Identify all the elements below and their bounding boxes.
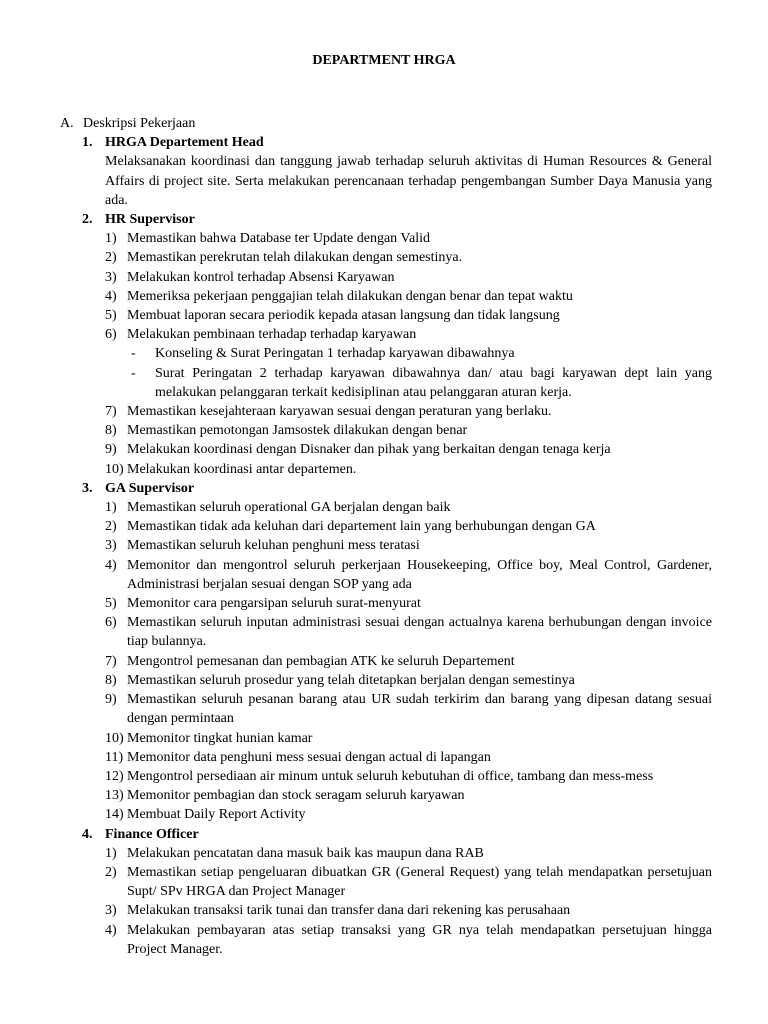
- list-item-number: 4): [105, 922, 117, 938]
- list-item-text: Memonitor cara pengarsipan seluruh surat-menyurat: [127, 596, 421, 612]
- section-heading: [0, 114, 768, 133]
- role-block: [0, 825, 768, 959]
- list-item-text: Memonitor dan mengontrol seluruh perkerjaan Housekeeping, Office boy, Meal Control, Gardener, Administrasi berjalan sesuai dengan SOP yang ada: [127, 557, 712, 592]
- list-item-number: 13): [105, 788, 124, 804]
- list-item: [0, 786, 768, 805]
- list-item-text: Memastikan setiap pengeluaran dibuatkan GR (General Request) yang telah mendapatkan persetujuan Supt/ SPv HRGA dan Project Manager: [127, 864, 712, 900]
- list-item: [0, 652, 768, 671]
- list-item: [0, 690, 768, 728]
- list-item: [0, 498, 768, 517]
- list-item: [0, 517, 768, 536]
- role-description: Melaksanakan koordinasi dan tanggung jawab terhadap seluruh aktivitas di Human Resources & General Affairs di project site. Serta melakukan perencanaan terhadap pengembangan Sumber Daya Manusia yang ada.: [105, 154, 712, 208]
- list-item-text: Memonitor data penghuni mess sesuai dengan actual di lapangan: [127, 749, 491, 765]
- sub-list-item: [0, 364, 768, 402]
- list-item: [0, 671, 768, 690]
- list-item: [0, 421, 768, 440]
- role-title: GA Supervisor: [105, 480, 195, 496]
- list-item-number: 8): [105, 423, 117, 439]
- list-item-number: 1): [105, 231, 117, 247]
- list-item: [0, 748, 768, 767]
- role-number: 2.: [82, 212, 93, 228]
- list-item-number: 12): [105, 768, 124, 784]
- list-item-text: Memastikan seluruh pesanan barang atau UR sudah terkirim dan barang yang dipesan datang sesuai dengan permintaan: [127, 692, 712, 727]
- list-item-text: Mengontrol persediaan air minum untuk seluruh kebutuhan di office, tambang dan mess-mess: [127, 768, 654, 784]
- list-item-text: Memonitor pembagian dan stock seragam seluruh karyawan: [127, 788, 465, 804]
- list-item: [0, 594, 768, 613]
- list-item: [0, 440, 768, 459]
- list-item-text: Memastikan seluruh keluhan penghuni mess teratasi: [127, 538, 420, 554]
- list-item-text: Memastikan perekrutan telah dilakukan dengan semestinya.: [127, 250, 463, 266]
- list-item-number: 8): [105, 672, 117, 688]
- list-item-number: 4): [105, 557, 117, 573]
- list-item-number: 7): [105, 653, 117, 669]
- list-item-number: 5): [105, 596, 117, 612]
- list-item-text: Memastikan tidak ada keluhan dari departement lain yang berhubungan dengan GA: [127, 519, 596, 535]
- list-item-number: 14): [105, 807, 124, 823]
- role-number: 4.: [82, 826, 93, 842]
- list-item-text: Melakukan pembinaan terhadap terhadap karyawan: [127, 327, 417, 343]
- list-item: [0, 556, 768, 594]
- list-item-text: Memastikan seluruh operational GA berjalan dengan baik: [127, 500, 451, 516]
- role-number: 1.: [82, 135, 93, 151]
- list-item-number: 7): [105, 404, 117, 420]
- list-item-number: 3): [105, 269, 117, 285]
- role-number: 3.: [82, 480, 93, 496]
- list-item-text: Melakukan koordinasi antar departemen.: [127, 461, 357, 477]
- role-block: [0, 479, 768, 825]
- list-item-text: Memastikan bahwa Database ter Update dengan Valid: [127, 231, 430, 247]
- list-item-text: Melakukan kontrol terhadap Absensi Karyawan: [127, 269, 395, 285]
- list-item-number: 6): [105, 327, 117, 343]
- list-item-text: Memastikan kesejahteraan karyawan sesuai dengan peraturan yang berlaku.: [127, 404, 552, 420]
- list-item: [0, 287, 768, 306]
- role-heading: [0, 479, 768, 498]
- list-item-text: Membuat Daily Report Activity: [127, 807, 306, 823]
- list-item: [0, 306, 768, 325]
- list-item-number: 2): [105, 519, 117, 535]
- list-item: [0, 613, 768, 651]
- list-item: [0, 325, 768, 344]
- list-item-text: Melakukan transaksi tarik tunai dan transfer dana dari rekening kas perusahaan: [127, 903, 571, 919]
- role-block: [0, 133, 768, 210]
- role-title: HR Supervisor: [105, 212, 195, 228]
- role-title: Finance Officer: [105, 826, 199, 842]
- list-item-number: 9): [105, 692, 117, 708]
- list-item-number: 2): [105, 250, 117, 266]
- list-item: [0, 248, 768, 267]
- list-item-number: 6): [105, 615, 117, 631]
- sub-list-text: Surat Peringatan 2 terhadap karyawan dibawahnya dan/ atau bagi karyawan dept lain yang melakukan pelanggaran terkait kedisiplinan atau pelanggaran aturan kerja.: [155, 365, 712, 400]
- list-item-number: 3): [105, 538, 117, 554]
- list-item-number: 4): [105, 288, 117, 304]
- section-label: Deskripsi Pekerjaan: [83, 116, 196, 131]
- sub-list-dash: -: [131, 346, 136, 362]
- sub-list-item: [0, 344, 768, 363]
- list-item-number: 2): [105, 864, 117, 880]
- document-title: DEPARTMENT HRGA: [312, 53, 456, 68]
- list-item: [0, 767, 768, 786]
- list-item-text: Membuat laporan secara periodik kepada atasan langsung dan tidak langsung: [127, 308, 560, 324]
- list-item-text: Melakukan pencatatan dana masuk baik kas maupun dana RAB: [127, 845, 484, 861]
- role-title: HRGA Departement Head: [105, 135, 264, 151]
- role-heading: [0, 210, 768, 229]
- list-item: [0, 921, 768, 959]
- list-item: [0, 402, 768, 421]
- list-item-number: 10): [105, 730, 124, 746]
- role-block: [0, 210, 768, 479]
- list-item-number: 1): [105, 845, 117, 861]
- list-item-number: 9): [105, 442, 117, 458]
- list-item-number: 1): [105, 500, 117, 516]
- list-item-text: Memonitor tingkat hunian kamar: [127, 730, 313, 746]
- list-item-number: 10): [105, 461, 124, 477]
- list-item-text: Melakukan koordinasi dengan Disnaker dan pihak yang berkaitan dengan tenaga kerja: [127, 442, 611, 458]
- sub-list-dash: -: [131, 365, 136, 381]
- list-item: [0, 268, 768, 287]
- list-item-text: Memastikan seluruh prosedur yang telah ditetapkan berjalan dengan semestinya: [127, 672, 575, 688]
- roles-list: [0, 133, 768, 959]
- list-item-text: Mengontrol pemesanan dan pembagian ATK ke seluruh Departement: [127, 653, 515, 669]
- list-item: [0, 460, 768, 479]
- list-item: [0, 844, 768, 863]
- list-item: [0, 729, 768, 748]
- list-item-number: 5): [105, 308, 117, 324]
- list-item-text: Melakukan pembayaran atas setiap transaksi yang GR nya telah mendapatkan persetujuan hingga Project Manager.: [127, 922, 712, 957]
- sub-list-text: Konseling & Surat Peringatan 1 terhadap karyawan dibawahnya: [155, 346, 515, 362]
- list-item-text: Memeriksa pekerjaan penggajian telah dilakukan dengan benar dan tepat waktu: [127, 288, 573, 304]
- list-item: [0, 229, 768, 248]
- list-item: [0, 536, 768, 555]
- list-item-number: 11): [105, 749, 124, 765]
- section-letter: A.: [60, 116, 74, 131]
- list-item-text: Memastikan pemotongan Jamsostek dilakukan dengan benar: [127, 423, 468, 439]
- role-heading: [0, 133, 768, 152]
- list-item-text: Memastikan seluruh inputan administrasi sesuai dengan actualnya karena berhubungan dengan invoice tiap bulannya.: [127, 615, 712, 650]
- role-heading: [0, 825, 768, 844]
- list-item-number: 3): [105, 903, 117, 919]
- list-item: [0, 901, 768, 920]
- list-item: [0, 805, 768, 824]
- section-job-description: [0, 114, 768, 959]
- list-item: [0, 863, 768, 901]
